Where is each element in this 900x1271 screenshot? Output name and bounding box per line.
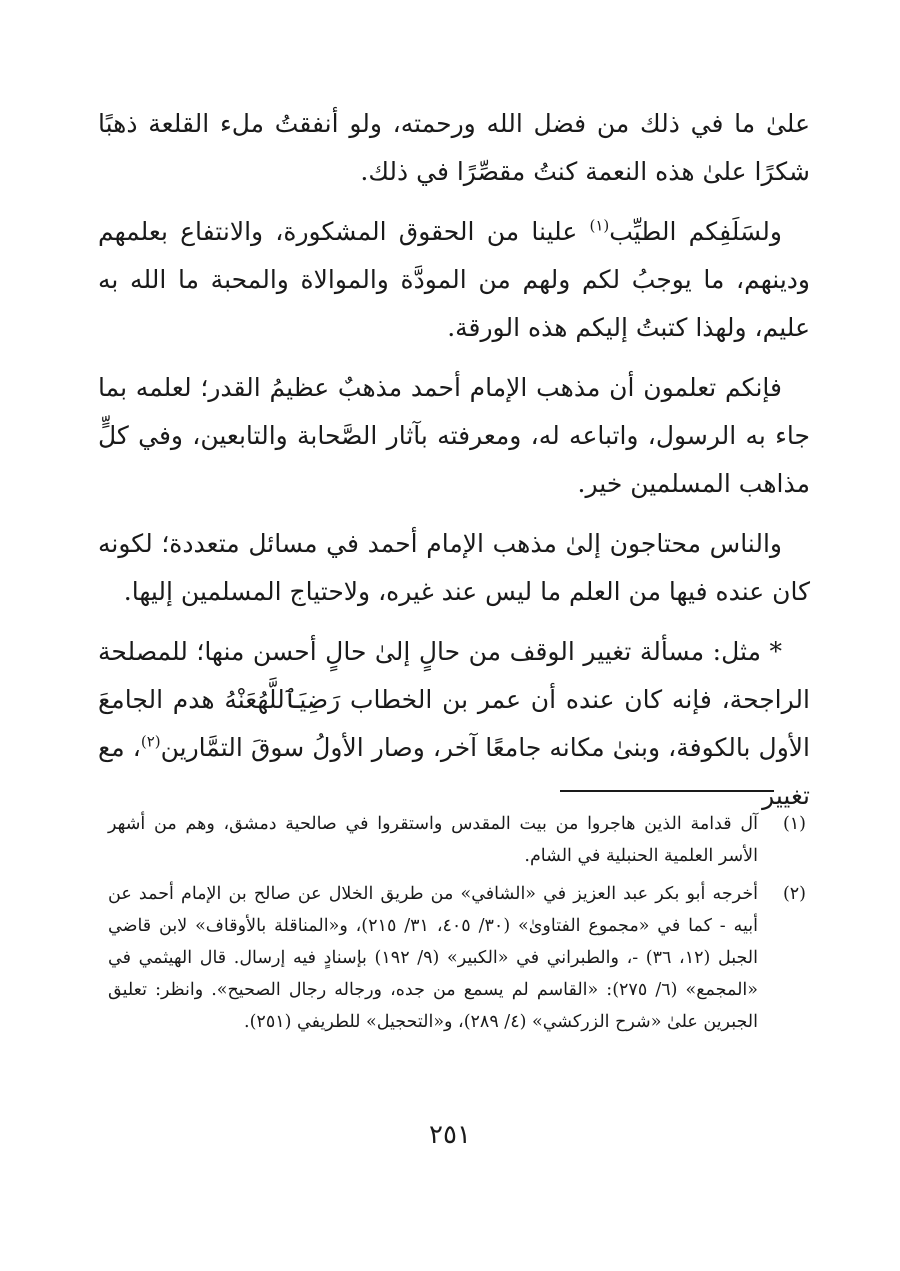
paragraph-3 xyxy=(98,364,810,508)
paragraph-3-text: فإنكم تعلمون أن مذهب الإمام أحمد مذهبٌ عظيمُ القدر؛ لعلمه بما جاء به الرسول، واتباعه له، ومعرفته بآثار الصَّحابة والتابعين، وفي كلٍّ مذاهب المسلمين خير. xyxy=(98,373,810,498)
paragraph-2-text-start: ولسَلَفِكم الطيِّب xyxy=(609,217,782,246)
footnote-reference-2[interactable]: (٢) xyxy=(140,732,161,751)
paragraph-2-text-end: علينا من الحقوق المشكورة، والانتفاع بعلمهم ودينهم، ما يوجبُ لكم ولهم من المودَّة والموالاة والمحبة ما الله به عليم، ولهذا كتبتُ إليكم هذه الورقة. xyxy=(98,217,810,342)
paragraph-4-text: والناس محتاجون إلىٰ مذهب الإمام أحمد في مسائل متعددة؛ لكونه كان عنده فيها من العلم ما ليس عند غيره، ولاحتياج المسلمين إليها. xyxy=(98,529,810,606)
paragraph-4 xyxy=(98,520,810,616)
paragraph-5-text-start: * مثل: مسألة تغيير الوقف من حالٍ إلىٰ حالٍ أحسن منها؛ للمصلحة الراجحة، فإنه كان عنده أن عمر بن الخطاب رَضِيَٱللَّهُعَنْهُ هدم الجامعَ الأول بالكوفة، وبنىٰ مكانه جامعًا آخر، وصار الأولُ سوقَ التمَّارين xyxy=(98,637,810,762)
page-number: ٢٥١ xyxy=(429,1120,471,1150)
paragraph-2 xyxy=(98,208,810,352)
footnote-1 xyxy=(108,808,806,872)
footnote-1-text: آل قدامة الذين هاجروا من بيت المقدس واستقروا في صالحية دمشق، وهم من أشهر الأسر العلمية الحنبلية في الشام. xyxy=(108,814,758,866)
footnote-2-text: أخرجه أبو بكر عبد العزيز في «الشافي» من طريق الخلال عن صالح بن الإمام أحمد عن أبيه - كما في «مجموع الفتاوىٰ» (٣٠/ ٤٠٥، ٣١/ ٢١٥)، و«المناقلة بالأوقاف» لابن قاضي الجبل (١٢، ٣٦) -، والطبراني في «الكبير» (٩/ ١٩٢) بإسنادٍ فيه إرسال. قال الهيثمي في «المجمع» (٦/ ٢٧٥): «القاسم لم يسمع من جده، ورجاله رجال الصحيح». وانظر: تعليق الجبرين علىٰ «شرح الزركشي» (٤/ ٢٨٩)، و«التحجيل» للطريفي (٢٥١). xyxy=(108,884,758,1032)
paragraph-5-text-end: ، مع تغيير xyxy=(98,733,810,810)
paragraph-1 xyxy=(98,100,810,196)
paragraph-1-text: علىٰ ما في ذلك من فضل الله ورحمته، ولو أنفقتُ ملء القلعة ذهبًا شكرًا علىٰ هذه النعمة كنتُ مقصِّرًا في ذلك. xyxy=(98,109,810,186)
footnote-separator xyxy=(560,790,774,792)
footnote-1-number: (١) xyxy=(782,814,806,834)
footnote-reference-1[interactable]: (١) xyxy=(589,216,610,235)
footnote-2-number: (٢) xyxy=(782,884,806,904)
footnotes xyxy=(108,808,806,1044)
footnote-2 xyxy=(108,878,806,1038)
page-body xyxy=(98,100,810,832)
